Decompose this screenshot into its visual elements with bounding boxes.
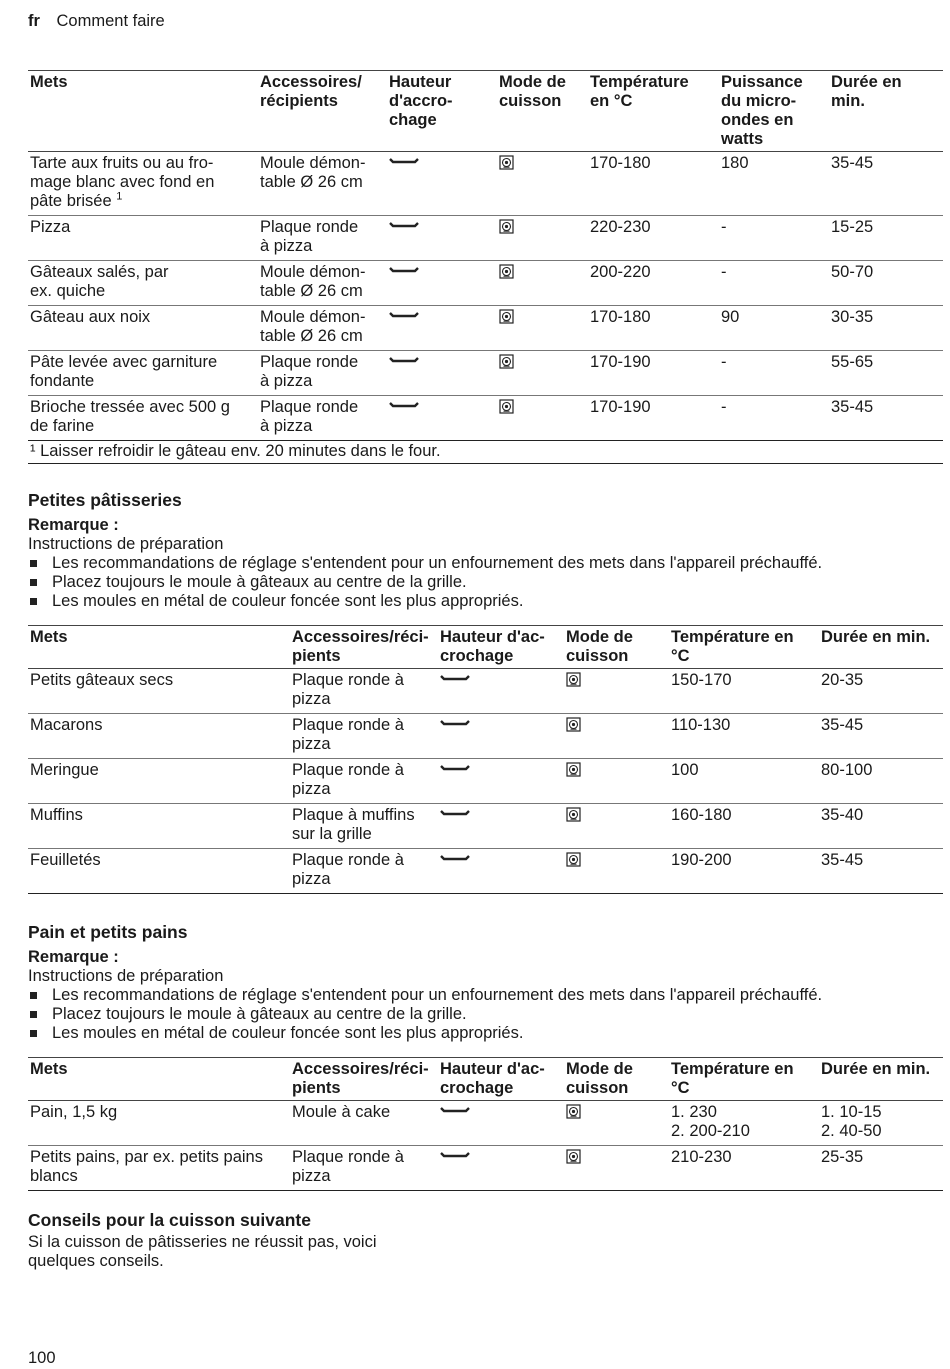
mets-cell [28, 396, 258, 441]
remark-intro: Instructions de préparation [28, 967, 224, 985]
mode-cell [564, 759, 669, 804]
accessory-cell: Plaque ronde à pizza [290, 669, 438, 714]
mets-cell [28, 351, 258, 396]
section-title: Petites pâtisseries [28, 490, 182, 510]
shelf-cell [387, 152, 497, 216]
small-pastries-table [28, 625, 943, 894]
table-row [28, 152, 943, 216]
col-header: Mets [28, 1058, 290, 1101]
table-row [28, 306, 943, 351]
mode-cell [564, 714, 669, 759]
hot-air-mode-icon [499, 264, 586, 279]
shelf-cell [387, 261, 497, 306]
accessory-cell: Plaque ronde à pizza [290, 714, 438, 759]
hot-air-mode-icon [499, 309, 586, 324]
shelf-cell [438, 804, 564, 849]
mode-cell [497, 216, 588, 261]
mode-cell [497, 152, 588, 216]
table-row [28, 714, 943, 759]
shelf-cell [438, 1101, 564, 1146]
hot-air-mode-icon [499, 354, 586, 369]
hot-air-mode-icon [566, 1149, 667, 1164]
temperature-cell: 220-230 [588, 216, 719, 261]
table-row [28, 396, 943, 441]
table-row [28, 261, 943, 306]
shelf-level-icon [440, 674, 562, 684]
mode-cell [564, 849, 669, 894]
mode-cell [564, 669, 669, 714]
mode-cell [497, 261, 588, 306]
accessory-cell: Plaque ronde à pizza [258, 396, 387, 441]
col-header: Durée en min. [829, 71, 943, 152]
col-header: Durée en min. [819, 626, 943, 669]
shelf-cell [438, 669, 564, 714]
temperature-cell: 200-220 [588, 261, 719, 306]
bread-table [28, 1057, 943, 1191]
accessory-cell: Plaque ronde à pizza [290, 759, 438, 804]
table-header-row [28, 626, 943, 669]
col-header: Mode de cuisson [497, 71, 588, 152]
col-header: Mets [28, 626, 290, 669]
mets-cell: Meringue [28, 759, 290, 804]
temperature-cell: 110-130 [669, 714, 819, 759]
mets-cell: Pain, 1,5 kg [28, 1101, 290, 1146]
hot-air-mode-icon [566, 852, 667, 867]
page-number: 100 [28, 1349, 56, 1367]
hot-air-mode-icon [566, 717, 667, 732]
shelf-cell [438, 759, 564, 804]
col-header: Durée en min. [819, 1058, 943, 1101]
mets-text: Tarte aux fruits ou au fro- mage blanc avec fond en pâte brisée [30, 154, 215, 210]
list-item: Les moules en métal de couleur foncée sont les plus appropriés. [28, 1024, 928, 1043]
hot-air-mode-icon [566, 672, 667, 687]
mets-cell: Petits gâteaux secs [28, 669, 290, 714]
shelf-level-icon [389, 266, 495, 276]
mode-cell [564, 804, 669, 849]
accessory-cell: Moule démon- table Ø 26 cm [258, 261, 387, 306]
table-footnote-row [28, 441, 943, 464]
mets-cell [28, 216, 258, 261]
shelf-cell [387, 306, 497, 351]
mets-cell: Petits pains, par ex. petits pains blancs [28, 1146, 290, 1191]
shelf-level-icon [389, 401, 495, 411]
shelf-cell [387, 216, 497, 261]
temperature-cell: 210-230 [669, 1146, 819, 1191]
col-header: Mode de cuisson [564, 1058, 669, 1101]
page-header [28, 12, 165, 31]
shelf-level-icon [440, 719, 562, 729]
duration-cell: 25-35 [819, 1146, 943, 1191]
duration-cell: 35-40 [819, 804, 943, 849]
mode-cell [497, 351, 588, 396]
accessory-cell: Plaque ronde à pizza [290, 1146, 438, 1191]
mode-cell [564, 1101, 669, 1146]
remark-intro: Instructions de préparation [28, 535, 224, 553]
list-item: Placez toujours le moule à gâteaux au centre de la grille. [28, 1005, 928, 1024]
col-header: Hauteur d'ac- crochage [438, 626, 564, 669]
mets-cell [28, 152, 258, 216]
hot-air-mode-icon [566, 1104, 667, 1119]
temperature-cell: 1. 230 2. 200-210 [669, 1101, 819, 1146]
accessory-cell: Moule à cake [290, 1101, 438, 1146]
remark-label: Remarque : [28, 948, 119, 966]
section-petites-patisseries [28, 490, 928, 611]
bullet-list [28, 554, 928, 611]
col-header: Hauteur d'accro- chage [387, 71, 497, 152]
mode-cell [497, 396, 588, 441]
accessory-cell: Moule démon- table Ø 26 cm [258, 306, 387, 351]
power-cell: - [719, 351, 829, 396]
section-title: Conseils pour la cuisson suivante [28, 1210, 311, 1230]
duration-cell: 30-35 [829, 306, 943, 351]
duration-cell: 55-65 [829, 351, 943, 396]
table-header-row [28, 71, 943, 152]
accessory-cell: Plaque ronde à pizza [258, 216, 387, 261]
list-item: Les recommandations de réglage s'entendent pour un enfournement des mets dans l'appareil préchauffé. [28, 554, 928, 573]
temperature-cell: 170-190 [588, 351, 719, 396]
mets-text: Gâteau aux noix [30, 308, 151, 326]
shelf-level-icon [440, 1151, 562, 1161]
list-item: Les moules en métal de couleur foncée sont les plus appropriés. [28, 592, 928, 611]
col-header: Accessoires/réci- pients [290, 1058, 438, 1101]
col-header: Accessoires/ récipients [258, 71, 387, 152]
col-header: Température en °C [669, 626, 819, 669]
table-row [28, 1146, 943, 1191]
list-item: Les recommandations de réglage s'entendent pour un enfournement des mets dans l'appareil préchauffé. [28, 986, 928, 1005]
shelf-level-icon [440, 764, 562, 774]
section-text: Si la cuisson de pâtisseries ne réussit pas, voici quelques conseils. [28, 1233, 377, 1270]
shelf-level-icon [389, 157, 495, 167]
shelf-cell [387, 351, 497, 396]
col-header: Puissance du micro- ondes en watts [719, 71, 829, 152]
col-header: Température en °C [588, 71, 719, 152]
mets-cell: Feuilletés [28, 849, 290, 894]
duration-cell: 35-45 [819, 849, 943, 894]
col-header: Mets [28, 71, 258, 152]
shelf-cell [438, 1146, 564, 1191]
mode-cell [497, 306, 588, 351]
duration-cell: 20-35 [819, 669, 943, 714]
duration-cell: 35-45 [829, 396, 943, 441]
cakes-table [28, 70, 943, 464]
temperature-cell: 150-170 [669, 669, 819, 714]
shelf-level-icon [389, 221, 495, 231]
shelf-cell [438, 849, 564, 894]
power-cell: - [719, 261, 829, 306]
accessory-cell: Moule démon- table Ø 26 cm [258, 152, 387, 216]
mets-text: Pizza [30, 218, 71, 236]
duration-cell: 1. 10-15 2. 40-50 [819, 1101, 943, 1146]
mets-text: Brioche tressée avec 500 g de farine [30, 398, 230, 435]
footnote-marker: 1 [116, 190, 123, 203]
mets-cell [28, 306, 258, 351]
accessory-cell: Plaque ronde à pizza [258, 351, 387, 396]
hot-air-mode-icon [566, 762, 667, 777]
table-row [28, 759, 943, 804]
mets-text: Pâte levée avec garniture fondante [30, 353, 218, 390]
shelf-level-icon [389, 311, 495, 321]
duration-cell: 15-25 [829, 216, 943, 261]
section-title: Pain et petits pains [28, 922, 188, 942]
section-conseils [28, 1210, 928, 1271]
accessory-cell: Plaque à muffins sur la grille [290, 804, 438, 849]
language-code: fr [28, 12, 40, 30]
power-cell: - [719, 396, 829, 441]
table-row [28, 804, 943, 849]
table-row [28, 1101, 943, 1146]
duration-cell: 35-45 [829, 152, 943, 216]
shelf-level-icon [440, 1106, 562, 1116]
header-title: Comment faire [56, 12, 165, 30]
mets-cell: Macarons [28, 714, 290, 759]
duration-cell: 80-100 [819, 759, 943, 804]
shelf-cell [438, 714, 564, 759]
mets-text: Gâteaux salés, par ex. quiche [30, 263, 169, 300]
shelf-level-icon [389, 356, 495, 366]
power-cell: 90 [719, 306, 829, 351]
temperature-cell: 160-180 [669, 804, 819, 849]
temperature-cell: 190-200 [669, 849, 819, 894]
shelf-level-icon [440, 854, 562, 864]
col-header: Mode de cuisson [564, 626, 669, 669]
list-item: Placez toujours le moule à gâteaux au centre de la grille. [28, 573, 928, 592]
mets-cell: Muffins [28, 804, 290, 849]
temperature-cell: 170-190 [588, 396, 719, 441]
duration-cell: 35-45 [819, 714, 943, 759]
table-header-row [28, 1058, 943, 1101]
accessory-cell: Plaque ronde à pizza [290, 849, 438, 894]
table-row [28, 351, 943, 396]
hot-air-mode-icon [566, 807, 667, 822]
bullet-list [28, 986, 928, 1043]
shelf-cell [387, 396, 497, 441]
hot-air-mode-icon [499, 155, 586, 170]
col-header: Hauteur d'ac- crochage [438, 1058, 564, 1101]
remark-label: Remarque : [28, 516, 119, 534]
power-cell: 180 [719, 152, 829, 216]
section-pain [28, 922, 928, 1043]
temperature-cell: 170-180 [588, 152, 719, 216]
power-cell: - [719, 216, 829, 261]
col-header: Accessoires/réci- pients [290, 626, 438, 669]
temperature-cell: 170-180 [588, 306, 719, 351]
hot-air-mode-icon [499, 219, 586, 234]
col-header: Température en °C [669, 1058, 819, 1101]
mets-cell [28, 261, 258, 306]
footnote: ¹ Laisser refroidir le gâteau env. 20 minutes dans le four. [28, 441, 943, 464]
duration-cell: 50-70 [829, 261, 943, 306]
table-row [28, 849, 943, 894]
table-row [28, 216, 943, 261]
table-row [28, 669, 943, 714]
hot-air-mode-icon [499, 399, 586, 414]
mode-cell [564, 1146, 669, 1191]
temperature-cell: 100 [669, 759, 819, 804]
shelf-level-icon [440, 809, 562, 819]
